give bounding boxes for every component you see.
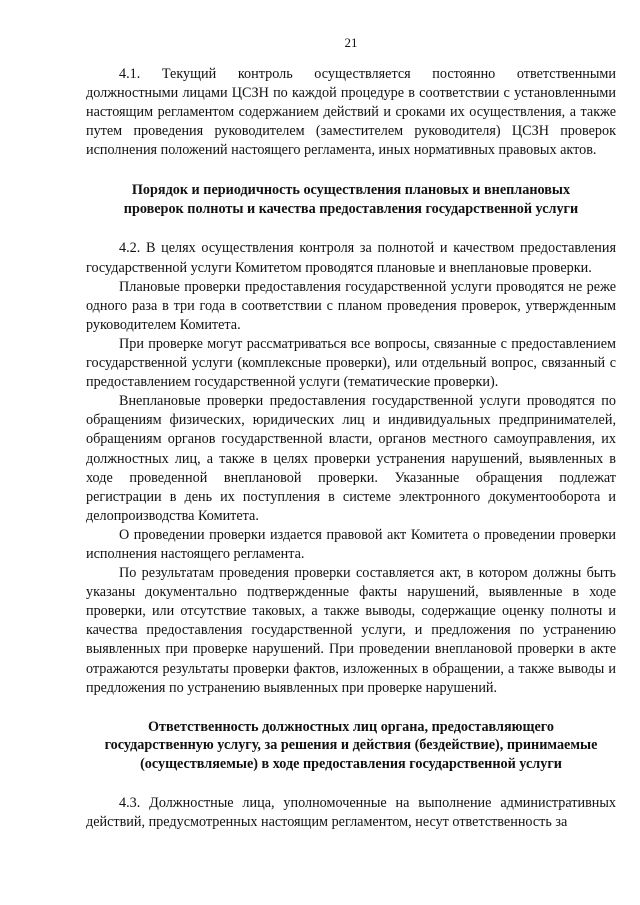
- document-body: [86, 65, 616, 832]
- paragraph: 4.1. Текущий контроль осуществляется постоянно ответственными должностными лицами ЦСЗН по каждой процедуре в соответствии с установленными настоящим регламентом содержанием действий и сроками их осуществления, а также путем проведения руководителем (заместителем руководителя) ЦСЗН проверок исполнения положений настоящего регламента, иных нормативных правовых актов.: [86, 66, 616, 159]
- paragraph: Внеплановые проверки предоставления государственной услуги проводятся по обращениям физических, юридических лиц и индивидуальных предпринимателей, обращениям органов государственной власти, органов местного самоуправления, их должностных лиц, а также в целях проверки устранения нарушений, выявленных в ходе проведенной внеплановой проверки. Указанные обращения подлежат регистрации в день их поступления в системе электронного документооборота и делопроизводства Комитета.: [86, 393, 616, 524]
- paragraph: О проведении проверки издается правовой акт Комитета о проведении проверки исполнения настоящего регламента.: [86, 526, 616, 562]
- section-heading-inspections: Порядок и периодичность осуществления плановых и внеплановых проверок полноты и качества предоставления государственной услуги: [123, 182, 579, 217]
- paragraph: При проверке могут рассматриваться все вопросы, связанные с предоставлением государственной услуги (комплексные проверки), или отдельный вопрос, связанный с предоставлением государственной услуги (тематические проверки).: [86, 335, 616, 391]
- paragraph: 4.3. Должностные лица, уполномоченные на выполнение административных действий, предусмотренных настоящим регламентом, несут ответственность за: [86, 795, 616, 831]
- paragraph: 4.2. В целях осуществления контроля за полнотой и качеством предоставления государственной услуги Комитетом проводятся плановые и внеплановые проверки.: [86, 240, 616, 276]
- section-heading-responsibility: Ответственность должностных лиц органа, предоставляющего государственную услугу, за решения и действия (бездействие), принимаемые (осуществляемые) в ходе предоставления государственной услуги: [104, 718, 598, 772]
- paragraph: Плановые проверки предоставления государственной услуги проводятся не реже одного раза в три года в соответствии с планом проведения проверок, утвержденным руководителем Комитета.: [86, 278, 616, 333]
- paragraph: По результатам проведения проверки составляется акт, в котором должны быть указаны документально подтвержденные факты нарушений, выявленные в ходе проверки, или отсутствие таковых, а также выводы, содержащие оценку полноты и качества предоставления государственной услуги, и предложения по устранению выявленных при проверке нарушений. При проведении внеплановой проверки в акте отражаются результаты проверки фактов, изложенных в обращении, а также выводы и предложения по устранению выявленных при проверке нарушений.: [86, 565, 616, 696]
- page-number: 21: [344, 35, 358, 50]
